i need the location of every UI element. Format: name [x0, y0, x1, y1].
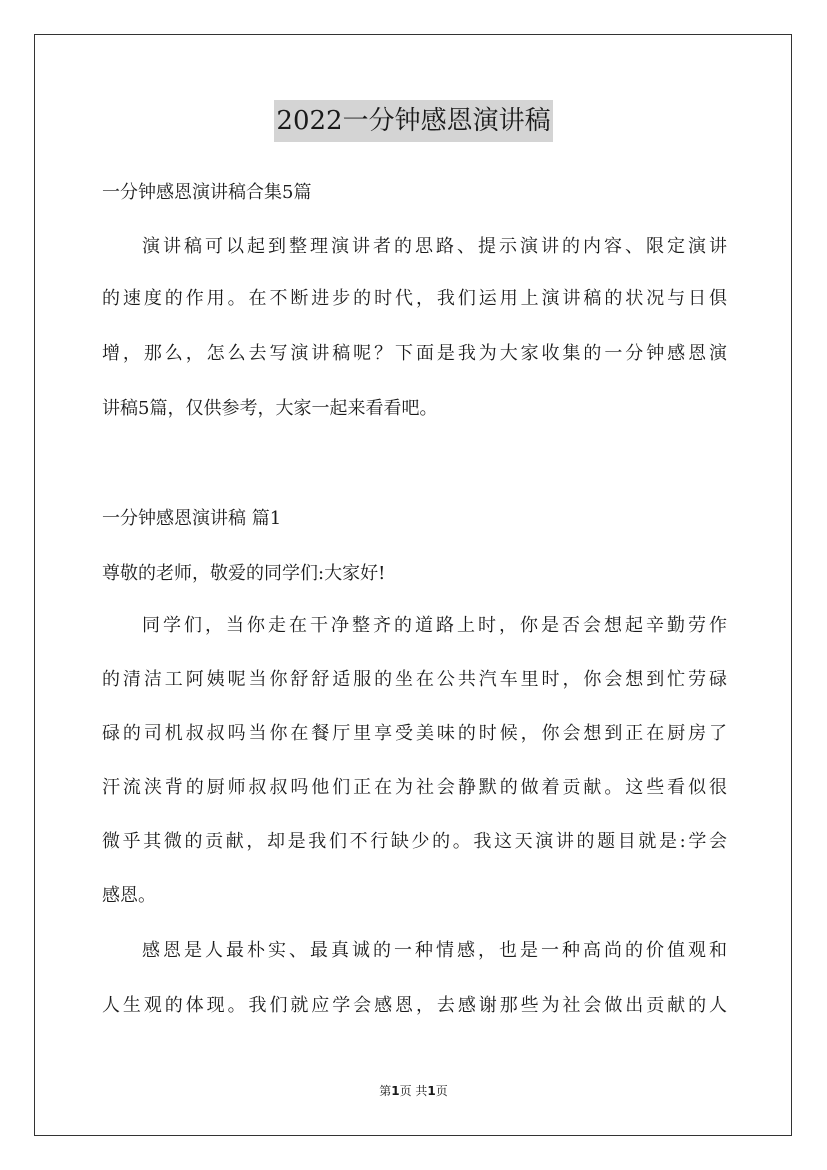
footer-page-suffix: 页 — [435, 1084, 448, 1098]
document-subtitle: 一分钟感恩演讲稿合集5篇 — [102, 182, 312, 203]
footer-total-pages: 1 — [427, 1084, 436, 1098]
footer-page-prefix: 第 — [379, 1084, 392, 1098]
intro-line-1: 演讲稿可以起到整理演讲者的思路、提示演讲的内容、限定演讲 — [142, 236, 727, 257]
para1-line-2: 的清洁工阿姨呢当你舒舒适服的坐在公共汽车里时，你会想到忙劳碌 — [102, 669, 727, 690]
para1-line-4: 汗流浃背的厨师叔叔吗他们正在为社会静默的做着贡献。这些看似很 — [102, 777, 727, 798]
para2-line-2: 人生观的体现。我们就应学会感恩，去感谢那些为社会做出贡献的人 — [102, 995, 727, 1016]
intro-line-2: 的速度的作用。在不断进步的时代，我们运用上演讲稿的状况与日俱 — [102, 288, 727, 309]
section-heading: 一分钟感恩演讲稿 篇1 — [102, 508, 282, 529]
greeting: 尊敬的老师，敬爱的同学们:大家好! — [102, 563, 386, 584]
page-footer — [0, 1083, 827, 1099]
para1-line-6: 感恩。 — [102, 885, 156, 906]
para1-line-1: 同学们，当你走在干净整齐的道路上时，你是否会想起辛勤劳作 — [142, 615, 727, 636]
para2-line-1: 感恩是人最朴实、最真诚的一种情感，也是一种高尚的价值观和 — [142, 940, 727, 961]
footer-current-page: 1 — [391, 1084, 400, 1098]
para1-line-3: 碌的司机叔叔吗当你在餐厅里享受美味的时候，你会想到正在厨房了 — [102, 723, 727, 744]
title-wrap — [0, 100, 827, 142]
document-title: 2022一分钟感恩演讲稿 — [274, 100, 552, 142]
intro-line-3: 增，那么，怎么去写演讲稿呢？下面是我为大家收集的一分钟感恩演 — [102, 343, 727, 364]
para1-line-5: 微乎其微的贡献，却是我们不行缺少的。我这天演讲的题目就是:学会 — [102, 831, 727, 852]
intro-line-4: 讲稿5篇，仅供参考，大家一起来看看吧。 — [102, 398, 438, 419]
footer-page-mid: 页 共 — [399, 1084, 428, 1098]
